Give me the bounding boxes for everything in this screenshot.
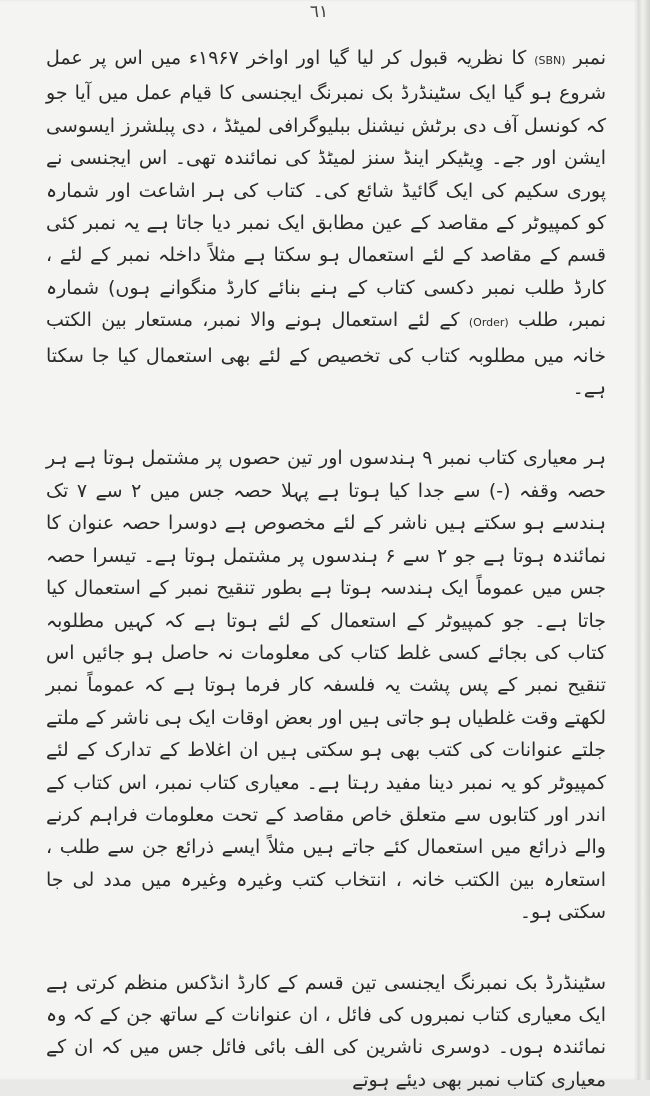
page-number: ٦١ (309, 2, 329, 22)
latin-term: (SBN) (534, 54, 566, 67)
paragraph (46, 967, 606, 1096)
paragraph (46, 42, 606, 404)
page-edge (638, 0, 650, 1080)
paragraph-text: نمبر (565, 47, 606, 69)
paragraph-text: ہر معیاری کتاب نمبر ۹ ہندسوں اور تین حصوں پر مشتمل ہوتا ہے ہر حصہ وقفہ (-) سے جدا کیا ہوتا ہے پہلا حصہ جس میں ۲ سے ۷ تک ہندسے ہو سکتے ہیں ناشر کے لئے مخصوص ہے دوسرا حصہ عنوان کا نمائندہ ہوتا ہے جو ۲ سے ۶ ہندسوں پر مشتمل ہوتا ہے۔ تیسرا حصہ جس میں عموماً ایک ہندسہ ہوتا ہے بطور تنقیح نمبر کے استعمال کیا جاتا ہے۔ جو کمپیوٹر کے استعمال کے لئے ہوتا ہے کہ کہیں مطلوبہ کتاب کی بجائے کسی غلط کتاب کی معلومات نہ حاصل ہو جائیں اس تنقیح نمبر کے پس پشت یہ فلسفہ کار فرما ہوتا ہے کہ عموماً نمبر لکھتے وقت غلطیاں ہو جاتی ہیں اور بعض اوقات ایک ہی ناشر کے ملتے جلتے عنوانات کی کتب بھی ہو سکتی ہیں ان اغلاط کے تدارک کے لئے کمپیوٹر کو یہ نمبر دینا مفید رہتا ہے۔ معیاری کتاب نمبر، اس کتاب کے اندر اور کتابوں سے متعلق خاص مقاصد کے تحت معلومات فراہم کرنے والے ذرائع میں استعمال کئے جاتے ہیں مثلاً ایسے ذرائع جن سے طلب ، استعارہ بین الکتب خانہ ، انتخاب کتب وغیرہ وغیرہ میں مدد لی جا سکتی ہو۔ (46, 447, 606, 924)
paragraph-text: کے لئے استعمال ہونے والا نمبر، مستعار بین الکتب خانہ میں مطلوبہ کتاب کی تخصیص کے لئے بھی استعمال کیا جا سکتا ہے۔ (46, 309, 606, 400)
paragraph (46, 442, 606, 928)
paragraph-text: سٹینڈرڈ بک نمبرنگ ایجنسی تین قسم کے کارڈ انڈکس منظم کرتی ہے ایک معیاری کتاب نمبروں کی فائل ، ان عنوانات کے ساتھ جن کے کہ وہ نمائندہ ہوں۔ دوسری ناشرین کی الف بائی فائل جس میں کہ ان کے معیاری کتاب نمبر بھی دیئے ہوتے (46, 971, 606, 1091)
latin-term: (Order) (468, 316, 509, 330)
body-text (46, 42, 606, 1096)
paragraph-text: کا نظریہ قبول کر لیا گیا اور اواخر ۱۹۶۷ء میں اس پر عمل شروع ہو گیا ایک سٹینڈرڈ بک نمبرنگ ایجنسی کا قیام عمل میں آیا جو کہ کونسل آف دی برٹش نیشنل ببلیوگرافی لمیٹڈ ، دی پبلشرز ایسوسی ایشن اور جے۔ وِیٹیکر اینڈ سنز لمیٹڈ کی نمائندہ تھی۔ اس ایجنسی نے پوری سکیم کی ایک گائیڈ شائع کی۔ کتاب کی ہر اشاعت اور شمارہ کو کمپیوٹر کے مقاصد کے عین مطابق ایک نمبر دیا جاتا ہے یہ نمبر کئی قسم کے مقاصد کے لئے استعمال ہو سکتا ہے مثلاً داخلہ نمبر کے لئے ، کارڈ طلب نمبر دکسی کتاب کے ہنے بنائے کارڈ منگوانے ہوں) شمارہ نمبر، طلب (46, 47, 606, 332)
